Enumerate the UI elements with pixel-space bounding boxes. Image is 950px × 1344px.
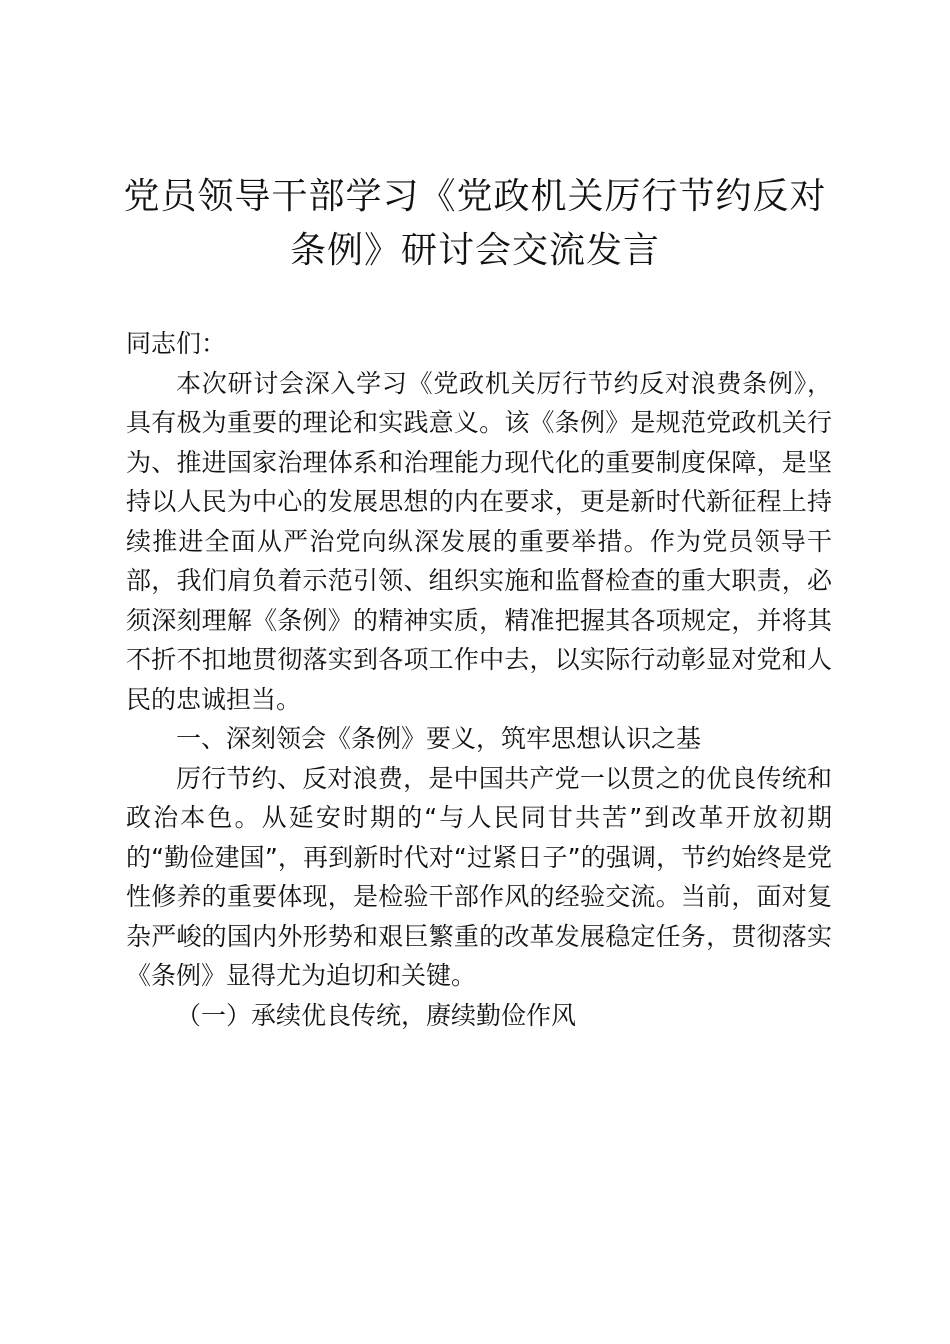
document-title: 党员领导干部学习《党政机关厉行节约反对条例》研讨会交流发言 [123,176,827,271]
paragraph-intro: 本次研讨会深入学习《党政机关厉行节约反对浪费条例》，具有极为重要的理论和实践意义。该《条例》是规范党政机关行为、推进国家治理体系和治理能力现代化的重要制度保障，是坚持以人民为中心的发展思想的内在要求，更是新时代新征程上持续推进全面从严治党向纵深发展的重要举措。作为党员领导干部，我们肩负着示范引领、组织实施和监督检查的重大职责，必须深刻理解《条例》的精神实质，精准把握其各项规定，并将其不折不扣地贯彻落实到各项工作中去，以实际行动彰显对党和人民的忠诚担当。 [126,368,832,714]
paragraph-section-1: 厉行节约、反对浪费，是中国共产党一以贯之的优良传统和政治本色。从延安时期的“与人民同甘共苦”到改革开放初期的“勤俭建国”，再到新时代对“过紧日子”的强调，节约始终是党性修养的重要体现，是检验干部作风的经验交流。当前，面对复杂严峻的国内外形势和艰巨繁重的改革发展稳定任务，贯彻落实《条例》显得尤为迫切和关键。 [126,763,832,990]
subsection-heading-1: （一）承续优良传统，赓续勤俭作风 [176,1000,577,1030]
document-body [126,324,832,1035]
section-heading-1: 一、深刻领会《条例》要义，筑牢思想认识之基 [176,724,702,753]
salutation: 同志们： [126,329,227,358]
